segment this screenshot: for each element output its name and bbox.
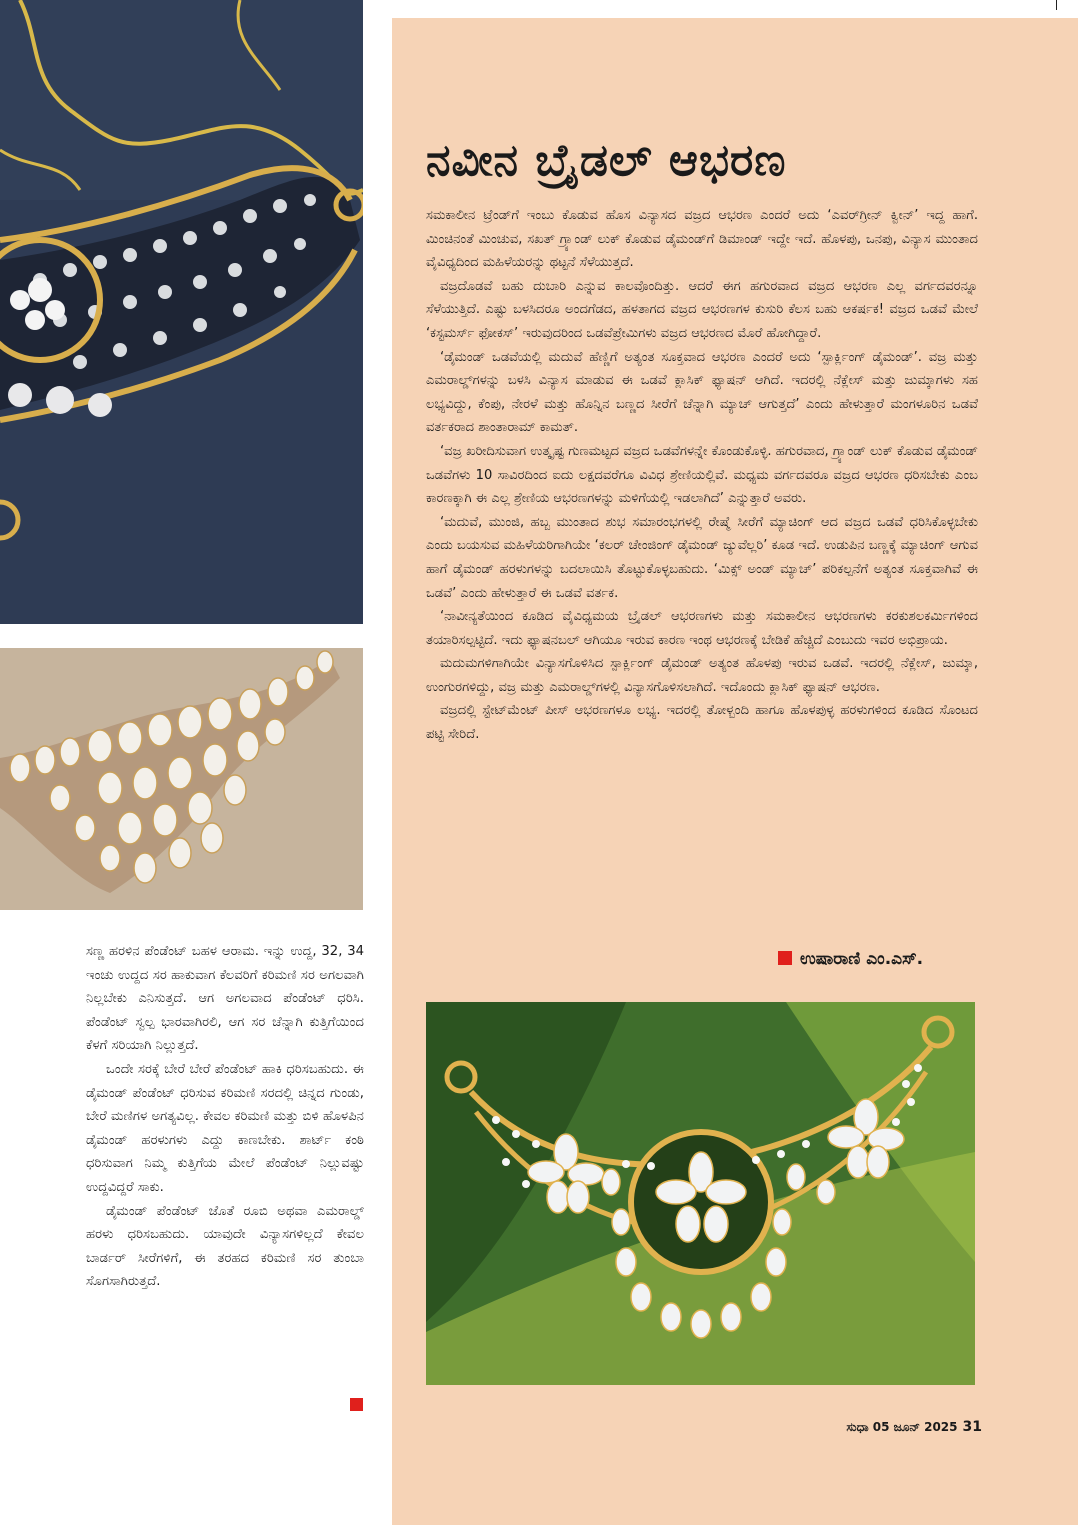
sidebar-paragraph: ಒಂದೇ ಸರಕ್ಕೆ ಬೇರೆ ಬೇರೆ ಪೆಂಡೆಂಟ್ ಹಾಕಿ ಧರಿಸಬಹುದು. ಈ ಡೈಮಂಡ್ ಪೆಂಡೆಂಟ್ ಧರಿಸುವ ಕರಿಮಣಿ ಸರದಲ್ಲಿ ಚಿನ್ನದ ಗುಂಡು, ಬೇರೆ ಮಣಿಗಳ ಅಗತ್ಯವಿಲ್ಲ. ಕೇವಲ ಕರಿಮಣಿ ಮತ್ತು ಬಿಳಿ ಹೊಳಪಿನ ಡೈಮಂಡ್ ಹರಳುಗಳು ಎದ್ದು ಕಾಣಬೇಕು. ಶಾರ್ಟ್ ಕಂಠಿ ಧರಿಸುವಾಗ ನಿಮ್ಮ ಕುತ್ತಿಗೆಯ ಮೇಲೆ ಪೆಂಡೆಂಟ್ ನಿಲ್ಲುವಷ್ಟು ಉದ್ದವಿದ್ದರೆ ಸಾಕು. (86, 1061, 364, 1195)
article-paragraph: ಸಮಕಾಲೀನ ಟ್ರೆಂಡ್‌ಗೆ ಇಂಬು ಕೊಡುವ ಹೊಸ ವಿನ್ಯಾಸದ ವಜ್ರದ ಆಭರಣ ಎಂದರೆ ಅದು ‘ಎವರ್‌ಗ್ರೀನ್ ಕ್ವೀನ್’ ಇದ್ದ ಹಾಗೆ. ಮಿಂಚಿನಂತೆ ಮಿಂಚುವ, ಸಖತ್ ಗ್ರ್ಯಾಂಡ್ ಲುಕ್ ಕೊಡುವ ಡೈಮಂಡ್‌ಗೆ ಡಿಮಾಂಡ್ ಇದ್ದೇ ಇದೆ. ಹೊಳಪು, ಒನಪು, ವಿನ್ಯಾಸ ಮುಂತಾದ ವೈವಿಧ್ಯದಿಂದ ಮಹಿಳೆಯರನ್ನು ಥಟ್ಟನೆ ಸೆಳೆಯುತ್ತದೆ. (426, 208, 978, 271)
end-of-section-mark (350, 1398, 363, 1411)
page-footer (842, 1416, 982, 1438)
article-paragraph: ವಜ್ರದಲ್ಲಿ ಸ್ಟೇಟ್‌ಮೆಂಟ್ ಪೀಸ್ ಆಭರಣಗಳೂ ಲಭ್ಯ. ಇದರಲ್ಲಿ ತೋಳ್ಬಂದಿ ಹಾಗೂ ಹೊಳಪುಳ್ಳ ಹರಳುಗಳಿಂದ ಕೂಡಿದ ಸೊಂಟದ ಪಟ್ಟಿ ಸೇರಿದೆ. (426, 703, 978, 743)
article-title: ನವೀನ ಬ್ರೈಡಲ್ ಆಭರಣ (426, 135, 787, 186)
photo-diamond-pendant-marble (0, 0, 363, 624)
crop-mark (1056, 0, 1057, 10)
sidebar-paragraph: ಸಣ್ಣ ಹರಳಿನ ಪೆಂಡೆಂಟ್ ಬಹಳ ಆರಾಮ. ಇನ್ನು ಉದ್ದ, 32, 34 ಇಂಚು ಉದ್ದದ ಸರ ಹಾಕುವಾಗ ಕೆಲವರಿಗೆ ಕರಿಮಣಿ ಸರ ಅಗಲವಾಗಿ ನಿಲ್ಲಬೇಕು ಎನಿಸುತ್ತದೆ. ಆಗ ಅಗಲವಾದ ಪೆಂಡೆಂಟ್ ಧರಿಸಿ. ಪೆಂಡೆಂಟ್ ಸ್ವಲ್ಪ ಭಾರವಾಗಿರಲಿ, ಆಗ ಸರ ಚೆನ್ನಾಗಿ ಕುತ್ತಿಗೆಯಿಂದ ಕೆಳಗೆ ಸರಿಯಾಗಿ ನಿಲ್ಲುತ್ತದೆ. (86, 944, 364, 1054)
article-paragraph: ‘ವಜ್ರ ಖರೀದಿಸುವಾಗ ಉತ್ಕೃಷ್ಟ ಗುಣಮಟ್ಟದ ವಜ್ರದ ಒಡವೆಗಳನ್ನೇ ಕೊಂಡುಕೊಳ್ಳಿ. ಹಗುರವಾದ, ಗ್ರ್ಯಾಂಡ್ ಲುಕ್ ಕೊಡುವ ಡೈಮಂಡ್ ಒಡವೆಗಳು 10 ಸಾವಿರದಿಂದ ಐದು ಲಕ್ಷದವರೆಗೂ ವಿವಿಧ ಶ್ರೇಣಿಯಲ್ಲಿವೆ. ಮಧ್ಯಮ ವರ್ಗದವರೂ ವಜ್ರದ ಆಭರಣ ಧರಿಸಬೇಕು ಎಂಬ ಕಾರಣಕ್ಕಾಗಿ ಈ ಎಲ್ಲ ಶ್ರೇಣಿಯ ಆಭರಣಗಳನ್ನು ಮಳಿಗೆಯಲ್ಲಿ ಇಡಲಾಗಿದೆ’ ಎನ್ನುತ್ತಾರೆ ಅವರು. (426, 443, 978, 507)
article-paragraph: ವಜ್ರದೊಡವೆ ಬಹು ದುಬಾರಿ ಎನ್ನುವ ಕಾಲವೊಂದಿತ್ತು. ಆದರೆ ಈಗ ಹಗುರವಾದ ವಜ್ರದ ಆಭರಣ ಎಲ್ಲ ವರ್ಗದವರನ್ನೂ ಸೆಳೆಯುತ್ತಿದೆ. ಎಷ್ಟು ಬಳಸಿದರೂ ಅಂದಗೆಡದ, ಹಳತಾಗದ ವಜ್ರದ ಆಭರಣಗಳ ಕುಸುರಿ ಕೆಲಸ ಬಹು ಆಕರ್ಷಕ! ವಜ್ರದ ಒಡವೆ ಮೇಲೆ ‘ಕಸ್ಟಮರ್ಸ್ ಫೋಕಸ್’ ಇರುವುದರಿಂದ ಒಡವೆಪ್ರೇಮಿಗಳು ವಜ್ರದ ಆಭರಣದ ಮೊರೆ ಹೋಗಿದ್ದಾರೆ. (426, 278, 978, 341)
page-number: 31 (962, 1419, 982, 1435)
article-body (426, 204, 978, 747)
sidebar-paragraph: ಡೈಮಂಡ್ ಪೆಂಡೆಂಟ್ ಜೊತೆ ರೂಬಿ ಅಥವಾ ಎಮರಾಲ್ಡ್ ಹರಳು ಧರಿಸಬಹುದು. ಯಾವುದೇ ವಿನ್ಯಾಸಗಳಿಲ್ಲದೆ ಕೇವಲ ಬಾರ್ಡರ್ ಸೀರೆಗಳಿಗೆ, ಈ ತರಹದ ಕರಿಮಣಿ ಸರ ತುಂಬಾ ಸೊಗಸಾಗಿರುತ್ತದೆ. (86, 1203, 364, 1290)
article-paragraph: ‘ನಾವೀನ್ಯತೆಯಿಂದ ಕೂಡಿದ ವೈವಿಧ್ಯಮಯ ಬ್ರೈಡಲ್ ಆಭರಣಗಳು ಮತ್ತು ಸಮಕಾಲೀನ ಆಭರಣಗಳು ಕರಕುಶಲಕರ್ಮಿಗಳಿಂದ ತಯಾರಿಸಲ್ಪಟ್ಟಿದೆ. ಇದು ಫ್ಯಾಷನಬಲ್ ಆಗಿಯೂ ಇರುವ ಕಾರಣ ಇಂಥ ಆಭರಣಕ್ಕೆ ಬೇಡಿಕೆ ಹೆಚ್ಚಿದೆ ಎಂಬುದು ಇವರ ಅಭಿಪ್ರಾಯ. (426, 609, 978, 648)
photo-diamond-necklace-beige (0, 648, 363, 910)
magazine-issue: ಸುಧಾ 05 ಜೂನ್ 2025 (846, 1420, 958, 1434)
article-paragraph: ‘ಮದುವೆ, ಮುಂಜಿ, ಹಬ್ಬ ಮುಂತಾದ ಶುಭ ಸಮಾರಂಭಗಳಲ್ಲಿ ರೇಷ್ಮೆ ಸೀರೆಗೆ ಮ್ಯಾಚಿಂಗ್ ಆದ ವಜ್ರದ ಒಡವೆ ಧರಿಸಿಕೊಳ್ಳಬೇಕು ಎಂದು ಬಯಸುವ ಮಹಿಳೆಯರಿಗಾಗಿಯೇ ‘ಕಲರ್ ಚೇಂಜಿಂಗ್ ಡೈಮಂಡ್ ಜ್ಯುವೆಲ್ಲರಿ’ ಕೂಡ ಇದೆ. ಉಡುಪಿನ ಬಣ್ಣಕ್ಕೆ ಮ್ಯಾಚಿಂಗ್ ಆಗುವ ಹಾಗೆ ಡೈಮಂಡ್ ಹರಳುಗಳನ್ನು ಬದಲಾಯಿಸಿ ತೊಟ್ಟುಕೊಳ್ಳಬಹುದು. ‘ಮಿಕ್ಸ್ ಅಂಡ್ ಮ್ಯಾಚ್’ ಪರಿಕಲ್ಪನೆಗೆ ಅತ್ಯಂತ ಸೂಕ್ತವಾಗಿವೆ ಈ ಒಡವೆ’ ಎಂದು ಹೇಳುತ್ತಾರೆ ಈ ಒಡವೆ ವರ್ತಕ. (426, 514, 978, 601)
author-name: ಉಷಾರಾಣಿ ಎಂ.ಎಸ್. (800, 949, 924, 969)
article-paragraph: ‘ಡೈಮಂಡ್ ಒಡವೆಯಲ್ಲಿ ಮದುವೆ ಹೆಣ್ಣಿಗೆ ಅತ್ಯಂತ ಸೂಕ್ತವಾದ ಆಭರಣ ಎಂದರೆ ಅದು ‘ಸ್ಪಾರ್ಕ್ಲಿಂಗ್ ಡೈಮಂಡ್’. ವಜ್ರ ಮತ್ತು ಎಮರಾಲ್ಡ್‌ಗಳನ್ನು ಬಳಸಿ ವಿನ್ಯಾಸ ಮಾಡುವ ಈ ಒಡವೆ ಕ್ಲಾಸಿಕ್ ಫ್ಯಾಷನ್ ಆಗಿದೆ. ಇದರಲ್ಲಿ ನೆಕ್ಲೇಸ್ ಮತ್ತು ಜುಮ್ಕಾಗಳು ಸಹ ಲಭ್ಯವಿದ್ದು, ಕೆಂಪು, ನೇರಳೆ ಮತ್ತು ಹೊನ್ನಿನ ಬಣ್ಣದ ಸೀರೆಗೆ ಚೆನ್ನಾಗಿ ಮ್ಯಾಚ್ ಆಗುತ್ತದೆ’ ಎಂದು ಹೇಳುತ್ತಾರೆ ಮಂಗಳೂರಿನ ಒಡವೆ ವರ್ತಕರಾದ ಶಾಂತಾರಾಮ್ ಕಾಮತ್. (426, 349, 978, 436)
sidebar-text (86, 940, 364, 1294)
article-paragraph: ಮದುಮಗಳಿಗಾಗಿಯೇ ವಿನ್ಯಾಸಗೊಳಿಸಿದ ಸ್ಪಾರ್ಕ್ಲಿಂಗ್ ಡೈಮಂಡ್ ಅತ್ಯಂತ ಹೊಳಪು ಇರುವ ಒಡವೆ. ಇದರಲ್ಲಿ ನೆಕ್ಲೇಸ್, ಜುಮ್ಕಾ, ಉಂಗುರಗಳಿದ್ದು, ವಜ್ರ ಮತ್ತು ಎಮರಾಲ್ಡ್‌ಗಳಲ್ಲಿ ವಿನ್ಯಾಸಗೊಳಿಸಲಾಗಿದೆ. ಇದೊಂದು ಕ್ಲಾಸಿಕ್ ಫ್ಯಾಷನ್ ಆಭರಣ. (426, 656, 978, 695)
photo-mangalsutra-pendant-leaf (426, 1002, 975, 1385)
byline-mark (778, 951, 792, 965)
byline (778, 946, 978, 972)
